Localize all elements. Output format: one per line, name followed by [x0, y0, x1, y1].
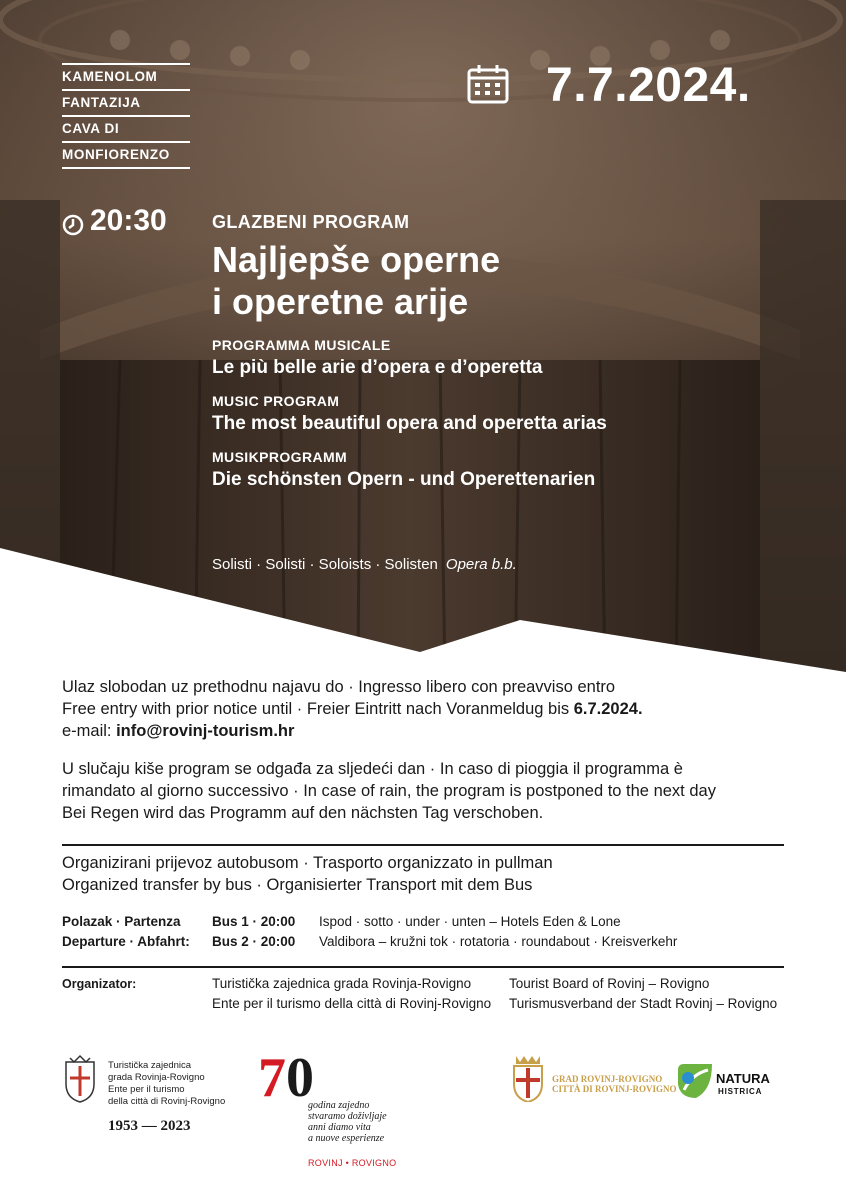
bus-2: Bus 2 · 20:00	[212, 934, 296, 949]
event-time	[62, 204, 167, 238]
natura-histrica-text	[716, 1072, 770, 1098]
tz-rovinj-crest-icon	[62, 1054, 98, 1104]
program-title-hr-line1: Najljepše operne	[212, 239, 501, 280]
organizer-col-2	[509, 974, 777, 1014]
divider	[62, 844, 784, 846]
entry-deadline: 6.7.2024.	[573, 700, 643, 718]
organizer-col1-line2: Ente per il turismo della città di Rovinj-Rovigno	[212, 996, 492, 1011]
seventy-years-text	[308, 1100, 387, 1144]
seventy-seven: 7	[258, 1047, 286, 1109]
bus-1: Bus 1 · 20:00	[212, 914, 296, 929]
performer-name: Opera b.b.	[445, 556, 517, 573]
venue-rule	[62, 167, 190, 169]
venue-rule	[62, 89, 190, 91]
venue-name-block	[62, 62, 190, 170]
grad-rovinj-coat-of-arms-icon	[510, 1054, 546, 1102]
rain-line-2: rimandato al giorno successivo · In case of rain, the program is postponed to the next day	[62, 782, 716, 800]
program-block	[212, 212, 812, 491]
departure-row-1	[62, 912, 784, 932]
entry-email-line	[62, 720, 784, 742]
event-time-value: 20:30	[90, 204, 167, 237]
program-caption-it: PROGRAMMA MUSICALE	[212, 337, 391, 353]
program-caption-en: MUSIC PROGRAM	[212, 393, 340, 409]
email-label: e-mail:	[62, 722, 117, 740]
seventy-line-1: godina zajedno	[308, 1100, 370, 1111]
stop-1: Ispod · sotto · under · unten – Hotels Eden & Lone	[319, 914, 621, 929]
anniversary-years: 1953 — 2023	[108, 1118, 191, 1134]
program-title-hr	[212, 239, 812, 323]
departure-table	[62, 912, 784, 952]
organizer-col1-line1: Turistička zajednica grada Rovinja-Rovigno	[212, 976, 472, 991]
transport-line-1: Organizirani prijevoz autobusom · Trasporto organizzato in pullman	[62, 854, 553, 872]
organizer-label: Organizator:	[62, 977, 137, 991]
rain-info	[62, 758, 784, 824]
entry-line-2	[62, 698, 784, 720]
stop-2: Valdibora – kružni tok · rotatoria · roundabout · Kreisverkehr	[319, 934, 678, 949]
organizer-col2-line1: Tourist Board of Rovinj – Rovigno	[509, 976, 710, 991]
grad-line-2: CITTÀ DI ROVINJ-ROVIGNO	[552, 1084, 677, 1094]
natura-line-2: HISTRICA	[718, 1087, 763, 1096]
seventy-line-2: stvaramo doživljaje	[308, 1111, 387, 1122]
organizer-col2-line2: Turismusverband der Stadt Rovinj – Rovigno	[509, 996, 778, 1011]
grad-rovinj-text	[552, 1074, 677, 1094]
natura-histrica-leaf-icon	[674, 1060, 716, 1102]
transport-info	[62, 852, 784, 896]
tz-line-4: della città di Rovinj-Rovigno	[108, 1096, 226, 1107]
entry-line-2-text: Free entry with prior notice until · Freier Eintritt nach Voranmeldug bis	[62, 700, 574, 718]
tz-line-1: Turistička zajednica	[108, 1060, 192, 1071]
program-title-it: Le più belle arie d’opera e d’operetta	[212, 357, 543, 378]
entry-line-1: Ulaz slobodan uz prethodnu najavu do · Ingresso libero con preavviso entro	[62, 678, 616, 696]
transport-line-2: Organized transfer by bus · Organisierter Transport mit dem Bus	[62, 876, 533, 894]
program-caption-hr: GLAZBENI PROGRAM	[212, 212, 410, 232]
rain-line-1: U slučaju kiše program se odgađa za sljedeći dan · In caso di pioggia il programma è	[62, 760, 683, 778]
email-link[interactable]: info@rovinj-tourism.hr	[116, 722, 295, 740]
soloists-label: Solisti · Solisti · Soloists · Solisten	[212, 556, 438, 573]
venue-line-2: FANTAZIJA	[62, 95, 141, 110]
grad-line-1: GRAD ROVINJ-ROVIGNO	[552, 1074, 663, 1084]
logo-strip	[0, 1040, 846, 1200]
program-title-en: The most beautiful opera and operetta arias	[212, 413, 607, 434]
natura-line-1: NATURA	[716, 1071, 770, 1086]
departure-label-2: Departure · Abfahrt:	[62, 934, 190, 949]
divider	[62, 966, 784, 968]
seventy-line-4: a nuove esperienze	[308, 1133, 385, 1144]
entry-info	[62, 676, 784, 742]
tz-line-2: grada Rovinja-Rovigno	[108, 1072, 205, 1083]
tz-line-3: Ente per il turismo	[108, 1084, 185, 1095]
rovinj-wordmark: ROVINJ • ROVIGNO	[308, 1158, 397, 1168]
venue-rule	[62, 115, 190, 117]
departure-label-1: Polazak · Partenza	[62, 914, 181, 929]
seventy-years-logo	[258, 1047, 314, 1109]
venue-rule	[62, 141, 190, 143]
seventy-line-3: anni diamo vita	[308, 1122, 371, 1133]
venue-line-4: MONFIORENZO	[62, 147, 170, 162]
venue-line-3: CAVA DI	[62, 121, 120, 136]
seventy-zero: 0	[286, 1047, 314, 1109]
organizer-col-1	[212, 974, 491, 1014]
program-title-de: Die schönsten Opern - und Operettenarien	[212, 469, 596, 490]
calendar-icon	[467, 64, 509, 104]
tz-logo-text	[108, 1060, 225, 1108]
venue-line-1: KAMENOLOM	[62, 69, 158, 84]
program-title-hr-line2: i operetne arije	[212, 281, 469, 322]
event-date: 7.7.2024.	[546, 59, 751, 112]
departure-row-2	[62, 932, 784, 952]
program-caption-de: MUSIKPROGRAMM	[212, 449, 348, 465]
rain-line-3: Bei Regen wird das Programm auf den nächsten Tag verschoben.	[62, 804, 544, 822]
venue-rule	[62, 63, 190, 65]
soloists-line	[212, 556, 517, 573]
